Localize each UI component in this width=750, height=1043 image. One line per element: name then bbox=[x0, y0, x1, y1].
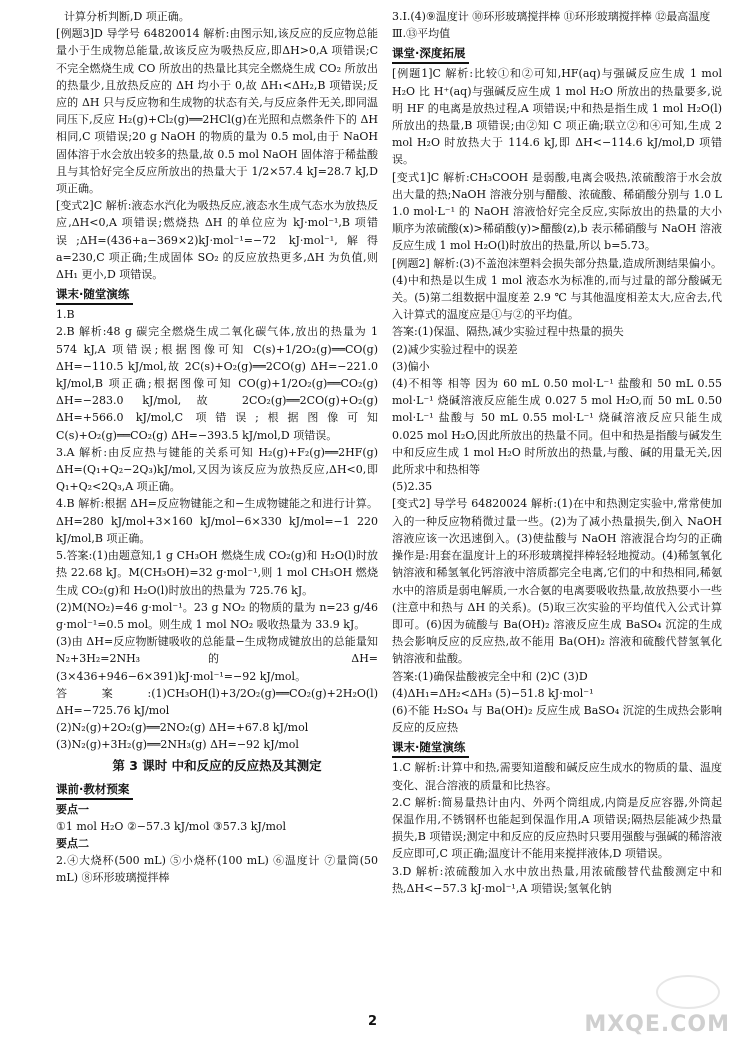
paragraph: 3.A 解析:由反应热与键能的关系可知 H₂(g)+F₂(g)══2HF(g) ΔH=(Q₁+Q₂−2Q₃)kJ/mol,又因为该反应为放热反应,ΔH<0,即 Q₁+Q₂<2Q₃,A 项正确。 bbox=[56, 445, 378, 494]
paragraph: [变式1]C 解析:CH₃COOH 是弱酸,电离会吸热,浓硫酸溶于水会放出大量的热;NaOH 溶液分别与醋酸、浓硫酸、稀硝酸分别与 1.0 L 1.0 mol·L⁻¹ 的 NaOH 溶液恰好完全反应,实际放出的热量的大小顺序为浓硫酸(x)>稀硝酸(y)>醋酸(z),b 表示稀硝酸与 NaOH 溶液反应生成 1 mol H₂O(l)时放出的热量,所以 b=5.73。 bbox=[392, 170, 722, 253]
paragraph: (5)2.35 bbox=[392, 480, 433, 494]
paragraph: 答案:(1)CH₃OH(l)+3/2O₂(g)══CO₂(g)+2H₂O(l) ΔH=−725.76 kJ/mol bbox=[56, 686, 378, 717]
paragraph: 答案:(1)确保盐酸被完全中和 (2)C (3)D bbox=[392, 669, 588, 683]
right-column bbox=[392, 8, 722, 897]
paragraph: [例题3]D 导学号 64820014 解析:由图示知,该反应的反应物总能量小于生成物总能量,故该反应为吸热反应,即ΔH>0,A 项错误;C 不完全燃烧生成 CO 所放出的热量比其完全燃烧生成 CO₂ 所放出的热量少,且放热反应的 ΔH 均小于 0,故 ΔH₁<ΔH₂,B 项错误;反应的 ΔH 只与反应物和生成物的状态有关,与反应条件无关,即同温同压下,反应 H₂(g)+Cl₂(g)══2HCl(g)在光照和点燃条件下的 ΔH 相同,C 项错误;20 g NaOH 的物质的量为 0.5 mol,由于 NaOH 固体溶于水会放出较多的热量,故 0.5 mol NaOH 固体溶于稀盐酸且与其恰好完全反应所放出的热量大于 1/2×57.4 kJ=28.7 kJ,D 项正确。 bbox=[56, 27, 378, 196]
paragraph: (2)减少实验过程中的误差 bbox=[392, 342, 518, 356]
paragraph: (3)由 ΔH=反应物断键吸收的总能量−生成物成键放出的总能量知 N₂+3H₂=2NH₃ 的 ΔH=(3×436+946−6×391)kJ·mol⁻¹=−92 kJ/mol。 bbox=[56, 635, 378, 683]
subheading: 要点二 bbox=[56, 836, 89, 850]
paragraph: (6)不能 H₂SO₄ 与 Ba(OH)₂ 反应生成 BaSO₄ 沉淀的生成热会影响反应的反应热 bbox=[392, 703, 722, 735]
paragraph: 4.B 解析:根据 ΔH=反应物键能之和−生成物键能之和进行计算。ΔH=280 kJ/mol+3×160 kJ/mol−6×330 kJ/mol=−1 220 kJ/mol,B 项正确。 bbox=[56, 497, 378, 545]
section-heading: 课前·教材预案 bbox=[56, 781, 133, 800]
paragraph: 2.④大烧杯(500 mL) ⑤小烧杯(100 mL) ⑥温度计 ⑦量筒(50 mL) ⑧环形玻璃搅拌棒 bbox=[56, 854, 378, 885]
subheading: 要点一 bbox=[56, 802, 89, 816]
paragraph: (2)M(NO₂)=46 g·mol⁻¹。23 g NO₂ 的物质的量为 n=23 g/46 g·mol⁻¹=0.5 mol。则生成 1 mol NO₂ 吸收热量为 33.9 kJ。 bbox=[56, 600, 378, 631]
paragraph: (2)N₂(g)+2O₂(g)══2NO₂(g) ΔH=+67.8 kJ/mol bbox=[56, 721, 309, 735]
left-column bbox=[56, 8, 378, 887]
paragraph: (3)N₂(g)+3H₂(g)══2NH₃(g) ΔH=−92 kJ/mol bbox=[56, 738, 299, 752]
section-heading: 课堂·深度拓展 bbox=[392, 45, 469, 64]
section-heading: 课末·随堂演练 bbox=[392, 739, 469, 758]
page-number: 2 bbox=[368, 1014, 378, 1029]
paragraph: [例题1]C 解析:比较①和②可知,HF(aq)与强碱反应生成 1 mol H₂O 比 H⁺(aq)与强碱反应生成 1 mol H₂O 所放出的热量要多,说明 HF 的电离是放热过程,A 项错误;中和热是指生成 1 mol H₂O(l)所放出的热量,B 项错误;由②知 C 项正确;联立②和④可知,生成 2 mol H₂O 时放热大于 114.6 kJ,即 ΔH<−114.6 kJ/mol,D 项错误。 bbox=[392, 67, 722, 167]
paragraph: 答案:(1)保温、隔热,减少实验过程中热量的损失 bbox=[392, 325, 624, 339]
paragraph: 2.C 解析:简易量热计由内、外两个筒组成,内筒是反应容器,外筒起保温作用,不锈钢杯也能起到保温作用,A 项错误;隔热层能减少热量损失,B 项错误;测定中和反应的反应热时只要用强酸与强碱的稀溶液反应即可,C 项正确;温度计不能用来搅拌液体,D 项错误。 bbox=[392, 795, 722, 861]
paragraph: 1.B bbox=[56, 308, 75, 322]
lesson-title: 第 3 课时 中和反应的反应热及其测定 bbox=[112, 757, 322, 773]
paragraph: Ⅲ.⑬平均值 bbox=[392, 27, 451, 41]
paragraph: [例题2] 解析:(3)不盖泡沫塑料会损失部分热量,造成所测结果偏小。(4)中和热是以生成 1 mol 液态水为标准的,而与过量的部分酸碱无关。(5)第二组数据中温度差 2.9 ℃ 与其他温度相差太大,应舍去,代入计算式的温度应是①与②的平均值。 bbox=[392, 256, 722, 322]
paragraph: (4)ΔH₁=ΔH₂<ΔH₃ (5)−51.8 kJ·mol⁻¹ bbox=[392, 686, 594, 700]
watermark-logo bbox=[656, 975, 720, 1009]
paragraph: ①1 mol H₂O ②−57.3 kJ/mol ③57.3 kJ/mol bbox=[56, 819, 287, 833]
watermark: MXQE.COM bbox=[584, 1012, 730, 1037]
paragraph: 3.D 解析:浓硫酸加入水中放出热量,用浓硫酸替代盐酸测定中和热,ΔH<−57.3 kJ·mol⁻¹,A 项错误;氢氧化钠 bbox=[392, 864, 722, 895]
paragraph: 5.答案:(1)由题意知,1 g CH₃OH 燃烧生成 CO₂(g)和 H₂O(l)时放热 22.68 kJ。M(CH₃OH)=32 g·mol⁻¹,则 1 mol CH₃OH 燃烧生成 CO₂(g)和 H₂O(l)时放出的热量为 725.76 kJ。 bbox=[56, 549, 378, 597]
paragraph: [变式2]C 解析:液态水汽化为吸热反应,液态水生成气态水为放热反应,ΔH<0,A 项错误;燃烧热 ΔH 的单位应为 kJ·mol⁻¹,B 项错误;ΔH=(436+a−369×2)kJ·mol⁻¹=−72 kJ·mol⁻¹,解得 a=230,C 项正确;生成固体 SO₂ 的反应放热更多,ΔH 为负值,则 ΔH₁ 更小,D 项错误。 bbox=[56, 199, 378, 282]
paragraph: (4)不相等 相等 因为 60 mL 0.50 mol·L⁻¹ 盐酸和 50 mL 0.55 mol·L⁻¹ 烧碱溶液反应能生成 0.027 5 mol H₂O,而 50 mL 0.50 mol·L⁻¹ 盐酸与 50 mL 0.55 mol·L⁻¹ 烧碱溶液反应只能生成 0.025 mol H₂O,因此所放出的热量不同。但中和热是指酸与碱发生中和反应生成 1 mol H₂O 时所放出的热量,与酸、碱的用量无关,因此所求中和热相等 bbox=[392, 377, 722, 477]
paragraph: 1.C 解析:计算中和热,需要知道酸和碱反应生成水的物质的量、温度变化、混合溶液的质量和比热容。 bbox=[392, 761, 722, 792]
paragraph: 3.Ⅰ.(4)⑨温度计 ⑩环形玻璃搅拌棒 ⑪环形玻璃搅拌棒 ⑫最高温度 bbox=[392, 10, 711, 23]
paragraph: 2.B 解析:48 g 碳完全燃烧生成二氧化碳气体,放出的热量为 1 574 kJ,A 项错误;根据图像可知 C(s)+1/2O₂(g)══CO(g) ΔH=−110.5 kJ/mol,故 2C(s)+O₂(g)══2CO(g) ΔH=−221.0 kJ/mol,B 项正确;根据图像可知 CO(g)+1/2O₂(g)══CO₂(g) ΔH=−283.0 kJ/mol,故 2CO₂(g)══2CO(g)+O₂(g) ΔH=+566.0 kJ/mol,C 项错误;根据图像可知 C(s)+O₂(g)══CO₂(g) ΔH=−393.5 kJ/mol,D 项错误。 bbox=[56, 325, 378, 442]
paragraph: (3)偏小 bbox=[392, 359, 430, 373]
paragraph: 计算分析判断,D 项正确。 bbox=[64, 10, 190, 23]
section-heading: 课末·随堂演练 bbox=[56, 286, 133, 305]
paragraph: [变式2] 导学号 64820024 解析:(1)在中和热测定实验中,常常使加入的一种反应物稍微过量一些。(2)为了减小热量损失,倒入 NaOH 溶液应该一次迅速倒入。(3)使盐酸与 NaOH 溶液混合均匀的正确操作是:用套在温度计上的环形玻璃搅拌棒轻轻地搅动。(4)稀氢氧化钠溶液和稀氢氧化钙溶液中溶质都完全电离,它们的中和热相同,稀氨水中的溶质是弱电解质,一水合氨的电离要吸收热量,故放热要小一些(注意中和热与 ΔH 的关系)。(5)取三次实验的平均值代入公式计算即可。(6)因为硫酸与 Ba(OH)₂ 溶液反应生成 BaSO₄ 沉淀的生成热会影响反应的反应热,故不能用 Ba(OH)₂ 溶液和硫酸代替氢氧化钠溶液和盐酸。 bbox=[392, 497, 722, 666]
